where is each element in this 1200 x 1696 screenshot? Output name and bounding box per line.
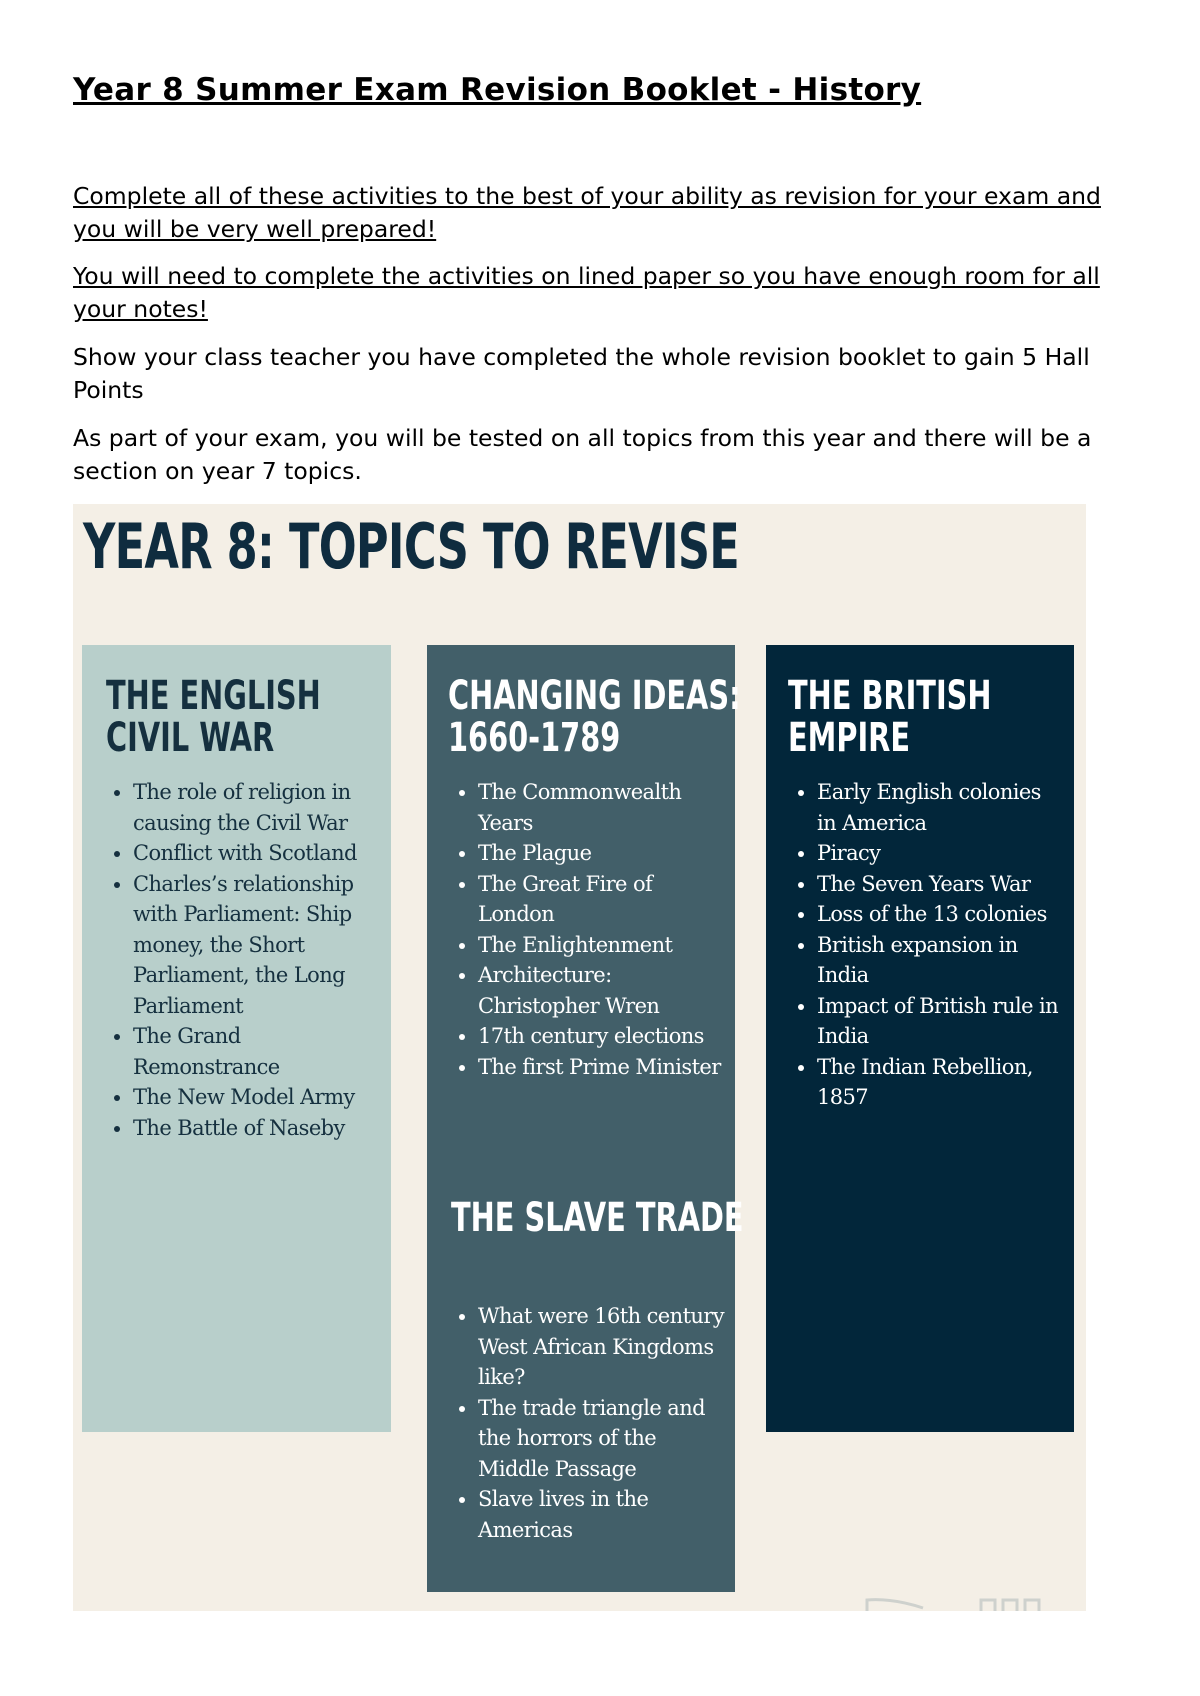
document-title: Year 8 Summer Exam Revision Booklet - History: [73, 72, 922, 108]
card-british-empire: [766, 645, 1074, 1432]
topic-item: • Piracy: [817, 838, 1064, 869]
topic-list-british-empire: [790, 777, 1064, 1113]
watermark-decoration: [863, 1594, 1063, 1611]
topic-item: • Slave lives in the Americas: [478, 1484, 725, 1545]
topic-item: • Charles’s relationship with Parliament: Ship money, the Short Parliament, the Long Parliament: [133, 869, 381, 1022]
topic-item: • The Enlightenment: [478, 930, 725, 961]
topic-list-slave-trade: [451, 1301, 725, 1545]
card-heading-english-civil-war: [106, 675, 321, 759]
topic-item: • The trade triangle and the horrors of the Middle Passage: [478, 1393, 725, 1485]
topic-item: • The Great Fire of London: [478, 869, 725, 930]
topic-item: • The Grand Remonstrance: [133, 1021, 381, 1082]
topic-item: • The role of religion in causing the Civil War: [133, 777, 381, 838]
instruction-lined-paper: You will need to complete the activities on lined paper so you have enough room for all your notes!: [73, 262, 1100, 323]
topic-item: • What were 16th century West African Kingdoms like?: [478, 1301, 725, 1393]
card-heading-slave-trade: THE SLAVE TRADE: [451, 1195, 744, 1241]
topic-item: • Loss of the 13 colonies: [817, 899, 1064, 930]
card-heading-line: CIVIL WAR: [106, 715, 275, 761]
card-changing-ideas: [427, 645, 744, 1592]
topic-item: • 17th century elections: [478, 1021, 725, 1052]
topic-list-english-civil-war: [106, 777, 381, 1143]
card-heading-british-empire: [788, 675, 992, 759]
topic-item: • The Seven Years War: [817, 869, 1064, 900]
card-heading-line: EMPIRE: [788, 715, 911, 761]
topic-item: • Impact of British rule in India: [817, 991, 1064, 1052]
topic-item: • The Plague: [478, 838, 725, 869]
poster-title: YEAR 8: TOPICS TO REVISE: [83, 510, 740, 583]
topic-item: • The Commonwealth Years: [478, 777, 725, 838]
instruction-exam-topics: As part of your exam, you will be tested on all topics from this year and there will be a section on year 7 topics.: [73, 424, 1092, 485]
card-heading-line: THE ENGLISH: [106, 673, 321, 719]
topic-item: • The Indian Rebellion, 1857: [817, 1052, 1064, 1113]
card-english-civil-war: [82, 645, 391, 1432]
card-heading-line: CHANGING IDEAS:: [448, 673, 741, 719]
topic-item: • British expansion in India: [817, 930, 1064, 991]
topic-item: • Architecture: Christopher Wren: [478, 960, 725, 1021]
instruction-complete-activities: Complete all of these activities to the best of your ability as revision for your exam and you will be very well prepared!: [73, 182, 1101, 243]
topics-poster: [73, 504, 1086, 1611]
topic-item: • The Battle of Naseby: [133, 1113, 381, 1144]
card-heading-line: THE BRITISH: [788, 673, 992, 719]
card-heading-line: 1660-1789: [448, 715, 621, 761]
topic-item: • The New Model Army: [133, 1082, 381, 1113]
topic-item: • Early English colonies in America: [817, 777, 1064, 838]
instruction-hall-points: Show your class teacher you have completed the whole revision booklet to gain 5 Hall Points: [73, 343, 1090, 404]
topic-item: • Conflict with Scotland: [133, 838, 381, 869]
topic-item: • The first Prime Minister: [478, 1052, 725, 1083]
card-heading-changing-ideas: [448, 675, 741, 759]
topic-list-changing-ideas: [451, 777, 725, 1082]
